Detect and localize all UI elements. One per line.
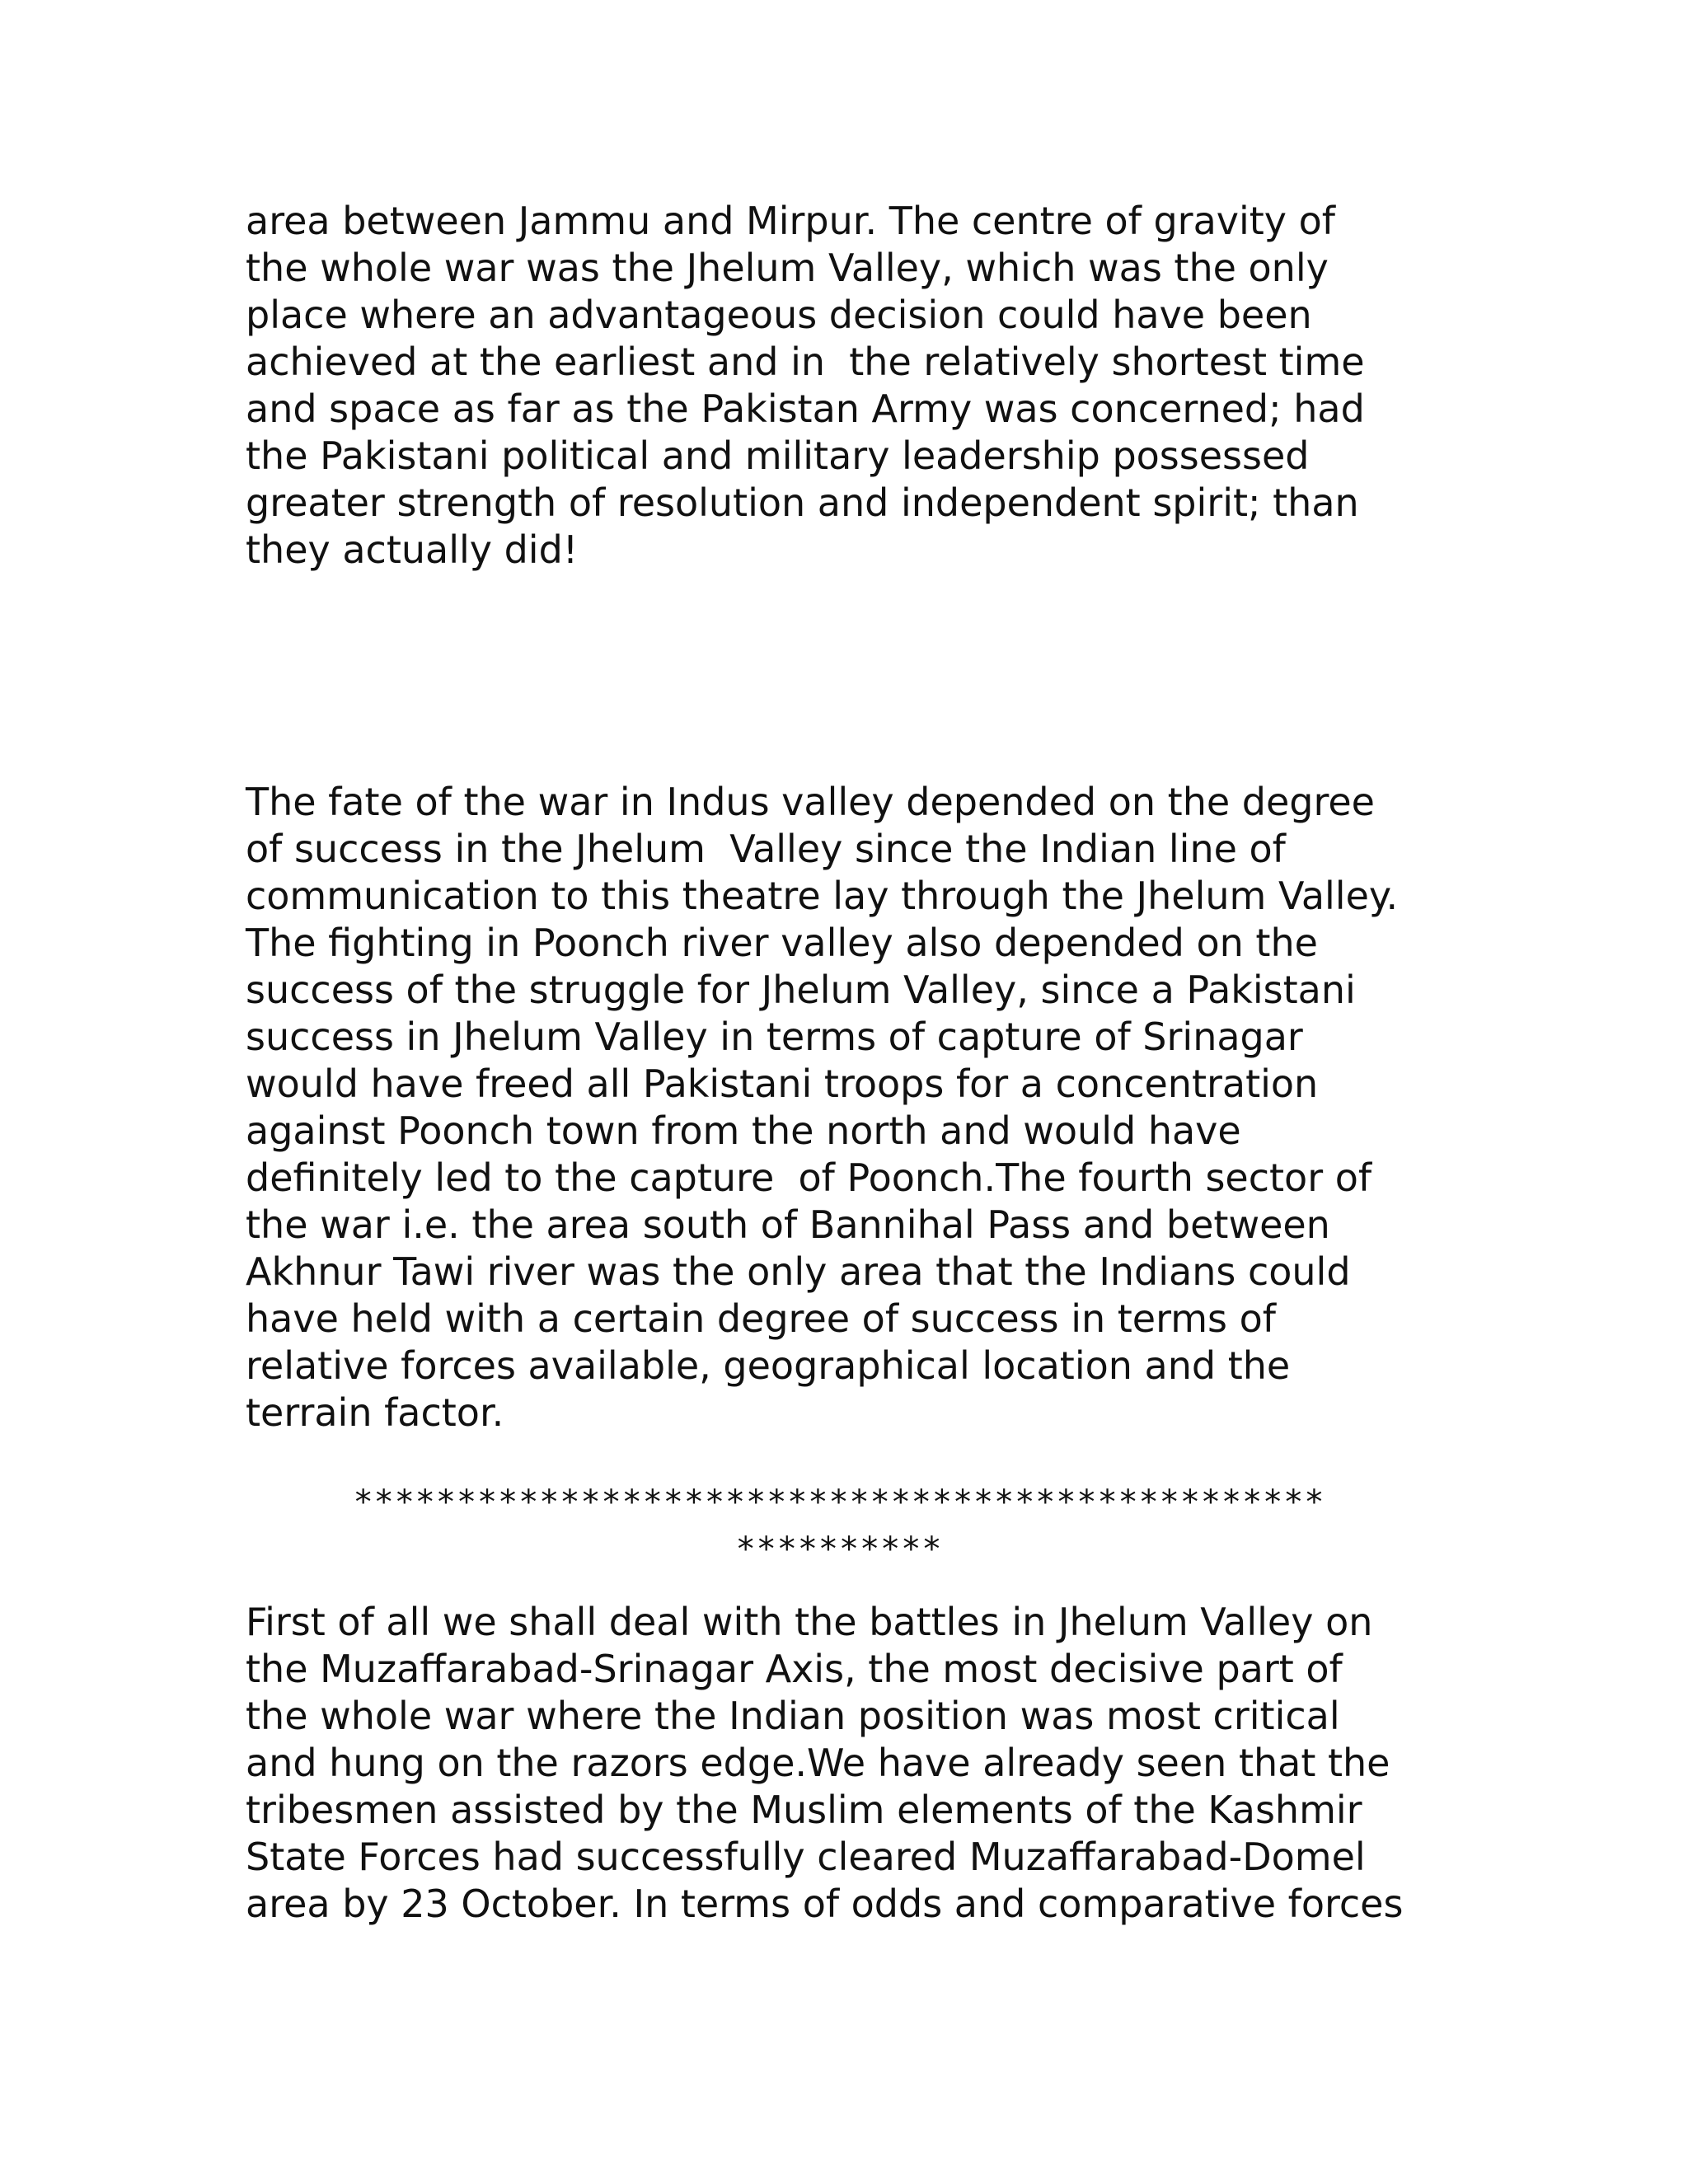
paragraph-battles-jhelum-valley	[246, 1599, 1457, 1928]
text-line: terrain factor.	[246, 1390, 504, 1435]
text-line: The fate of the war in Indus valley depended on the degree	[246, 780, 1375, 824]
text-line: tribesmen assisted by the Muslim elements of the Kashmir	[246, 1788, 1362, 1832]
text-line: place where an advantageous decision could have been	[246, 293, 1312, 337]
text-line: definitely led to the capture of Poonch.The fourth sector of	[246, 1155, 1372, 1200]
asterisk-separator	[246, 1479, 1432, 1573]
text-line: relative forces available, geographical location and the	[246, 1343, 1291, 1388]
text-line: the whole war where the Indian position was most critical	[246, 1694, 1340, 1738]
text-line: First of all we shall deal with the battles in Jhelum Valley on	[246, 1600, 1373, 1644]
text-line: Akhnur Tawi river was the only area that the Indians could	[246, 1249, 1351, 1294]
text-line: they actually did!	[246, 527, 579, 572]
text-line: State Forces had successfully cleared Muzaffarabad-Domel	[246, 1835, 1366, 1879]
text-line: area between Jammu and Mirpur. The centre of gravity of	[246, 199, 1335, 243]
text-line: would have freed all Pakistani troops for a concentration	[246, 1062, 1319, 1106]
text-line: have held with a certain degree of success in terms of	[246, 1296, 1276, 1341]
text-line: success in Jhelum Valley in terms of capture of Srinagar	[246, 1015, 1303, 1059]
text-line: communication to this theatre lay through the Jhelum Valley.	[246, 874, 1399, 918]
text-line: and space as far as the Pakistan Army was concerned; had	[246, 387, 1365, 431]
separator-line: ***********************************************	[353, 1483, 1325, 1521]
paragraph-jhelum-centre-of-gravity	[246, 198, 1457, 574]
text-line: the Pakistani political and military leadership possessed	[246, 434, 1310, 478]
text-line: the whole war was the Jhelum Valley, which was the only	[246, 246, 1329, 290]
text-line: the war i.e. the area south of Bannihal Pass and between	[246, 1202, 1330, 1247]
text-line: achieved at the earliest and in the relatively shortest time	[246, 340, 1365, 384]
text-line: greater strength of resolution and independent spirit; than	[246, 480, 1359, 525]
text-line: The fighting in Poonch river valley also depended on the	[246, 921, 1318, 965]
text-line: the Muzaffarabad-Srinagar Axis, the most decisive part of	[246, 1647, 1343, 1691]
text-line: against Poonch town from the north and would have	[246, 1108, 1241, 1153]
text-line: and hung on the razors edge.We have already seen that the	[246, 1741, 1390, 1785]
text-line: area by 23 October. In terms of odds and comparative forces	[246, 1882, 1404, 1926]
text-line: success of the struggle for Jhelum Valley, since a Pakistani	[246, 968, 1356, 1012]
paragraph-fate-of-war	[246, 779, 1457, 1436]
text-line: of success in the Jhelum Valley since the Indian line of	[246, 827, 1286, 871]
separator-line: **********	[735, 1530, 943, 1568]
